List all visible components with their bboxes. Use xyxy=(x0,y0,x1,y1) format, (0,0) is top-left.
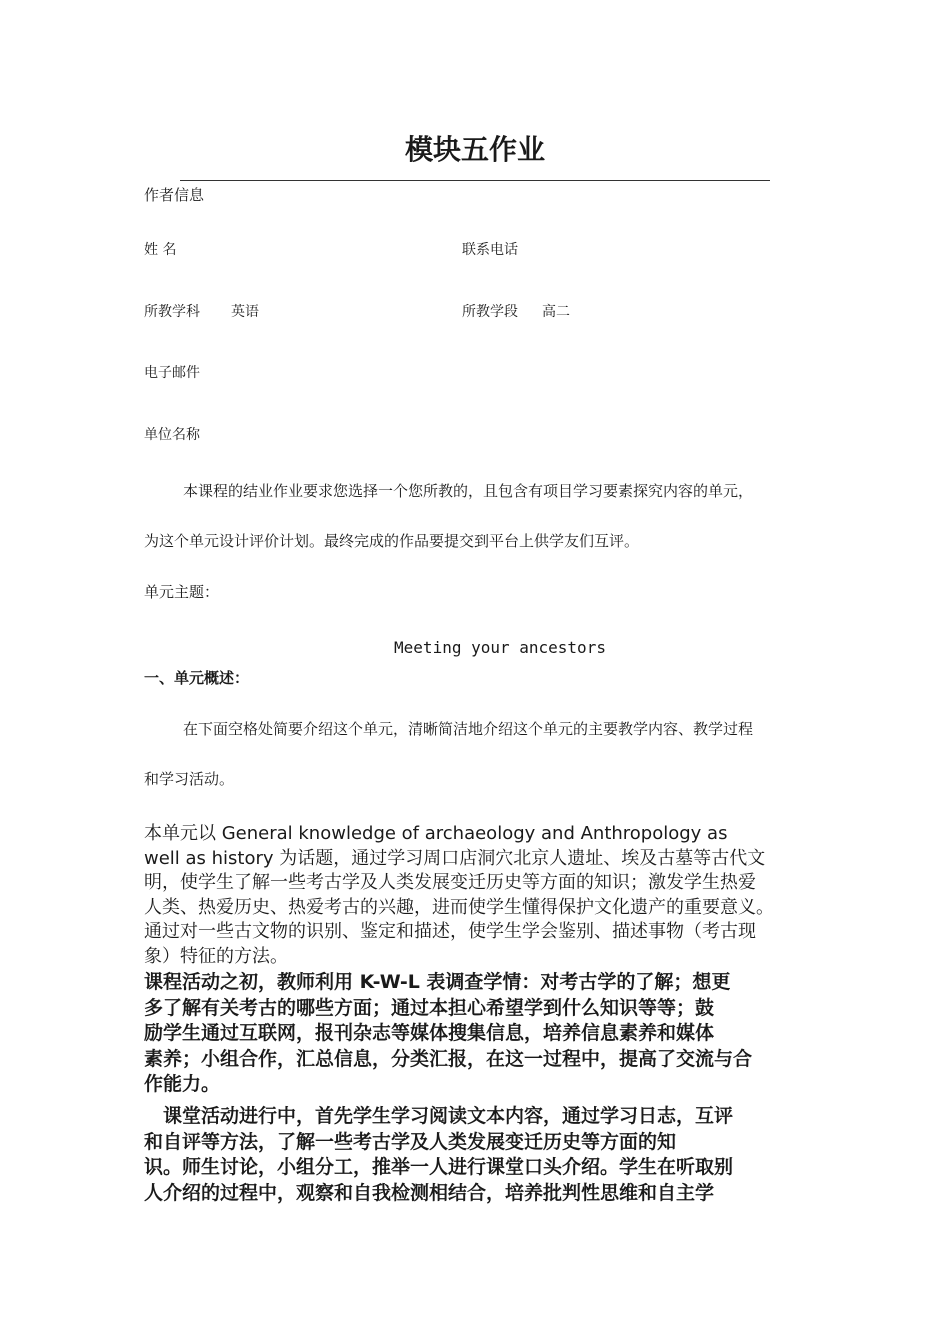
paragraph-line: 励学生通过互联网，报刊杂志等媒体搜集信息，培养信息素养和媒体 xyxy=(144,1022,715,1044)
page-title: 模块五作业 xyxy=(404,133,545,166)
email-label: 电子邮件 xyxy=(144,365,200,381)
paragraph-line: 明，使学生了解一些考古学及人类发展变迁历史等方面的知识；激发学生热爱 xyxy=(144,872,756,893)
paragraph-line: 课堂活动进行中，首先学生学习阅读文本内容，通过学习日志，互评 xyxy=(144,1105,734,1127)
paragraph-line: 通过对一些古文物的识别、鉴定和描述，使学生学会鉴别、描述事物（考古现 xyxy=(144,921,756,942)
instruction-line-1: 在下面空格处简要介绍这个单元，清晰简洁地介绍这个单元的主要教学内容、教学过程 xyxy=(183,720,754,738)
intro-line-2: 为这个单元设计评价计划。最终完成的作品要提交到平台上供学友们互评。 xyxy=(144,532,640,550)
organization-label: 单位名称 xyxy=(144,427,200,443)
intro-line-1: 本课程的结业作业要求您选择一个您所教的，且包含有项目学习要素探究内容的单元， xyxy=(183,482,754,500)
paragraph-line: 素养；小组合作，汇总信息，分类汇报，在这一过程中，提高了交流与合 xyxy=(144,1047,753,1070)
section-1-heading: 一、单元概述： xyxy=(144,669,250,687)
unit-overview-paragraph-1 xyxy=(144,822,804,969)
name-label: 姓 名 xyxy=(144,242,177,258)
title-divider xyxy=(180,180,770,181)
paragraph-line: 人介绍的过程中，观察和自我检测相结合，培养批判性思维和自主学 xyxy=(144,1181,715,1204)
paragraph-line: 多了解有关考古的哪些方面；通过本担心希望学到什么知识等等；鼓 xyxy=(144,996,715,1019)
unit-overview-paragraph-2 xyxy=(144,970,804,1098)
subject-label: 所教学科 xyxy=(144,304,200,320)
grade-value: 高二 xyxy=(542,304,570,320)
subject-value: 英语 xyxy=(231,304,259,320)
paragraph-line: 象）特征的方法。 xyxy=(144,945,288,967)
paragraph-line: 和自评等方法，了解一些考古学及人类发展变迁历史等方面的知 xyxy=(144,1130,677,1153)
paragraph-line: 人类、热爱历史、热爱考古的兴趣，进而使学生懂得保护文化遗产的重要意义。 xyxy=(144,896,774,918)
unit-theme-value: Meeting your ancestors xyxy=(394,638,606,657)
paragraph-line: 识。师生讨论，小组分工，推举一人进行课堂口头介绍。学生在听取别 xyxy=(144,1156,734,1178)
phone-label: 联系电话 xyxy=(462,242,518,258)
instruction-line-2: 和学习活动。 xyxy=(144,770,235,788)
unit-theme-label: 单元主题： xyxy=(144,583,220,601)
author-info-heading: 作者信息 xyxy=(144,186,205,204)
paragraph-line: 课程活动之初，教师利用 K-W-L 表调查学情：对考古学的了解；想更 xyxy=(144,971,731,993)
paragraph-line: 作能力。 xyxy=(144,1073,221,1095)
paragraph-line: well as history 为话题，通过学习周口店洞穴北京人遗址、埃及古墓等古代文 xyxy=(144,847,766,869)
grade-label: 所教学段 xyxy=(462,304,518,320)
unit-overview-paragraph-3 xyxy=(144,1104,804,1206)
paragraph-line: 本单元以 General knowledge of archaeology and Anthropology as xyxy=(144,823,728,844)
